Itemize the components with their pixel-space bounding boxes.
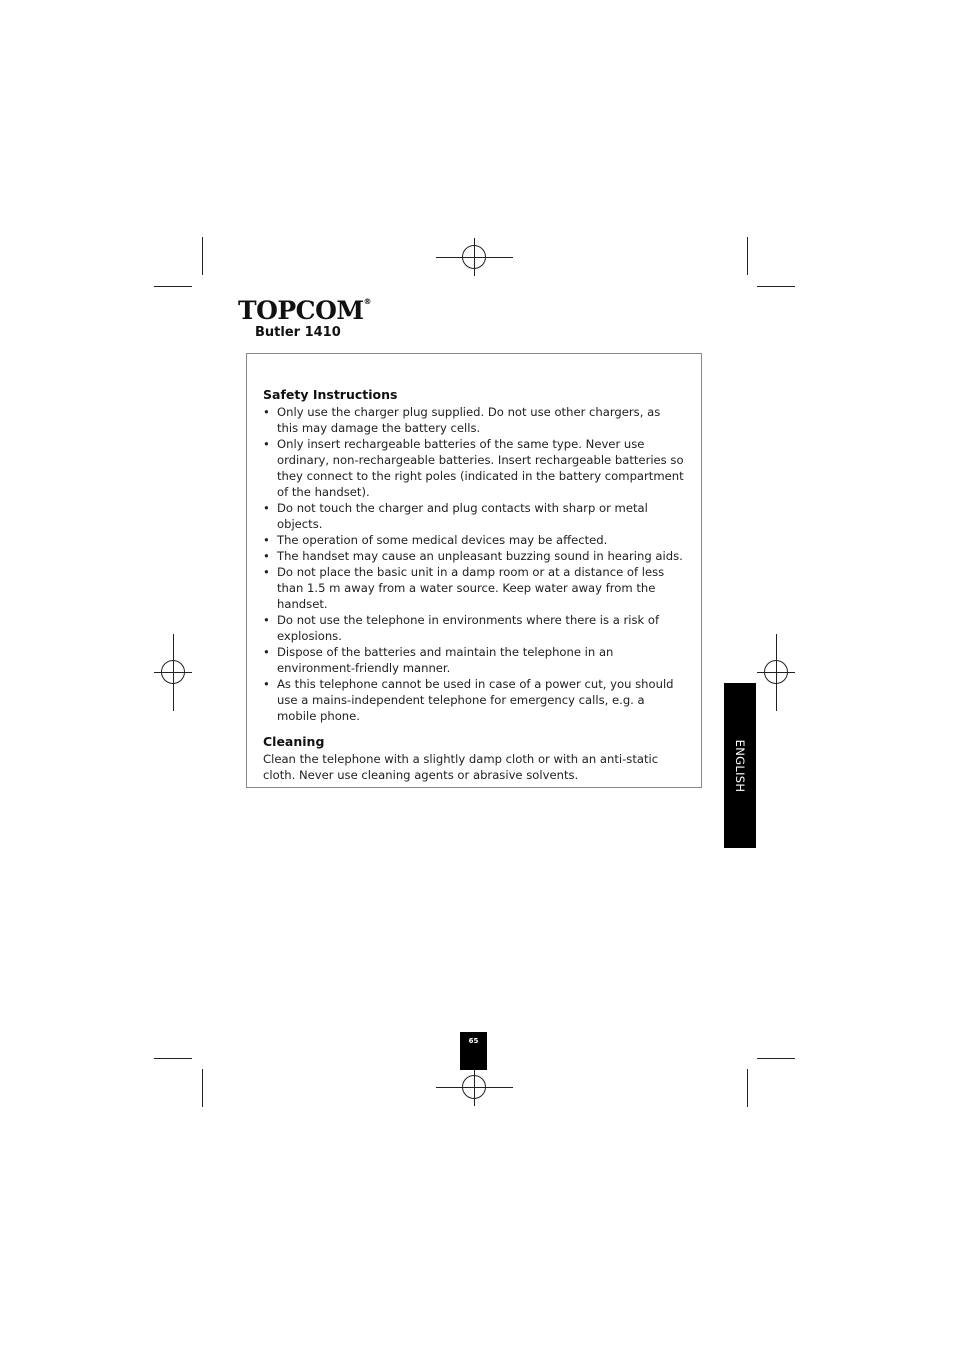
page-number-box [460, 1032, 487, 1070]
safety-title: Safety Instructions [263, 387, 398, 402]
safety-item: • As this telephone cannot be used in case of a power cut, you should use a mains-independent telephone for emergency calls, e.g. a mobile phone. [263, 676, 685, 724]
safety-item: • Do not touch the charger and plug contacts with sharp or metal objects. [263, 500, 685, 532]
cleaning-section [263, 734, 685, 783]
crop-mark-bottom-right-vertical [747, 1069, 748, 1107]
content-box [246, 353, 702, 788]
safety-item: • The handset may cause an unpleasant buzzing sound in hearing aids. [263, 548, 685, 564]
registration-circle-left [161, 660, 185, 684]
crop-mark-bottom-right-horizontal [757, 1058, 795, 1059]
registration-circle-right [764, 660, 788, 684]
brand-logo [238, 298, 371, 323]
brand-name: TOPCOM [238, 296, 364, 325]
safety-item: • Only use the charger plug supplied. Do not use other chargers, as this may damage the battery cells. [263, 404, 685, 436]
language-label: ENGLISH [733, 739, 747, 792]
model-name: Butler 1410 [255, 325, 341, 340]
registered-mark: ® [363, 297, 372, 306]
crop-mark-top-right-vertical [747, 237, 748, 275]
cleaning-title: Cleaning [263, 734, 325, 749]
crop-mark-top-left-vertical [202, 237, 203, 275]
safety-item: • Dispose of the batteries and maintain the telephone in an environment-friendly manner. [263, 644, 685, 676]
safety-item: • Do not use the telephone in environments where there is a risk of explosions. [263, 612, 685, 644]
crop-mark-top-right-horizontal [757, 286, 795, 287]
registration-circle-bottom [462, 1075, 486, 1099]
page-number: 65 [468, 1037, 479, 1045]
safety-list [263, 404, 685, 724]
safety-item: • Do not place the basic unit in a damp room or at a distance of less than 1.5 m away from a water source. Keep water away from the handset. [263, 564, 685, 612]
safety-item: • Only insert rechargeable batteries of the same type. Never use ordinary, non-rechargeable batteries. Insert rechargeable batteries so they connect to the right poles (indicated in the battery compartment of the handset). [263, 436, 685, 500]
registration-circle-top [462, 245, 486, 269]
crop-mark-bottom-left-horizontal [154, 1058, 192, 1059]
crop-mark-bottom-left-vertical [202, 1069, 203, 1107]
safety-item: • The operation of some medical devices may be affected. [263, 532, 685, 548]
language-tab [724, 683, 756, 848]
cleaning-text: Clean the telephone with a slightly damp cloth or with an anti-static cloth. Never use cleaning agents or abrasive solvents. [263, 752, 659, 782]
crop-mark-top-left-horizontal [154, 286, 192, 287]
